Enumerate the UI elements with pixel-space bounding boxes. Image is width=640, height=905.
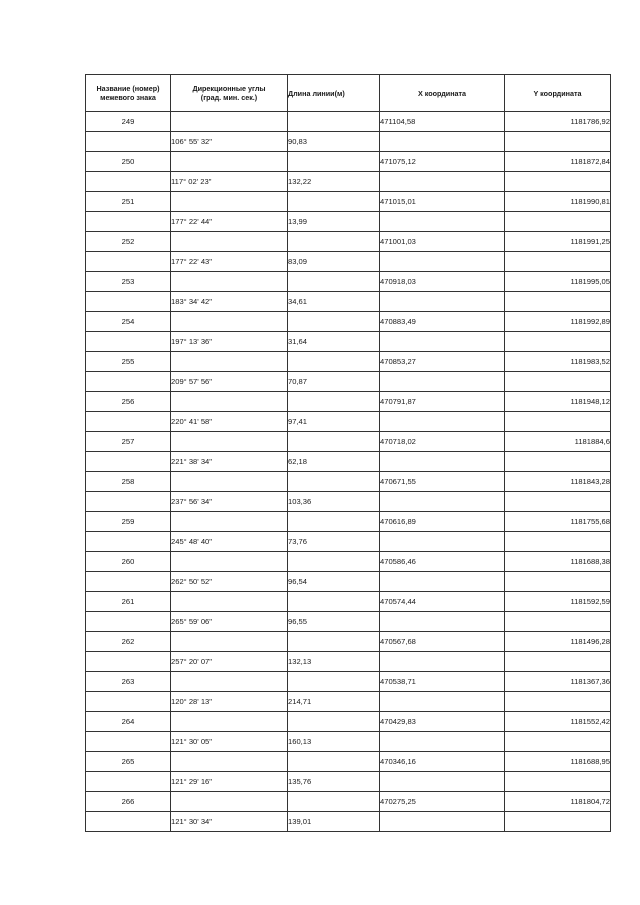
table-row xyxy=(86,232,611,252)
marker-name-cell: 257 xyxy=(86,432,171,452)
marker-name-cell: 263 xyxy=(86,672,171,692)
x-coordinate-cell xyxy=(380,372,505,392)
line-length-cell xyxy=(288,472,380,492)
marker-name-cell xyxy=(86,292,171,312)
x-coordinate-cell xyxy=(380,132,505,152)
direction-angle-cell: 220° 41' 58" xyxy=(171,412,288,432)
table-row xyxy=(86,352,611,372)
y-coordinate-cell xyxy=(505,492,611,512)
marker-name-cell xyxy=(86,532,171,552)
y-coordinate-cell xyxy=(505,532,611,552)
marker-name-cell: 255 xyxy=(86,352,171,372)
y-coordinate-cell xyxy=(505,252,611,272)
line-length-cell xyxy=(288,272,380,292)
header-marker-name-line1: Название (номер) xyxy=(96,84,160,93)
x-coordinate-cell: 471104,58 xyxy=(380,112,505,132)
direction-angle-cell xyxy=(171,432,288,452)
x-coordinate-cell: 470718,02 xyxy=(380,432,505,452)
direction-angle-cell: 106° 55' 32" xyxy=(171,132,288,152)
marker-name-cell: 249 xyxy=(86,112,171,132)
marker-name-cell xyxy=(86,572,171,592)
line-length-cell xyxy=(288,632,380,652)
line-length-cell: 132,22 xyxy=(288,172,380,192)
table-row xyxy=(86,552,611,572)
direction-angle-cell xyxy=(171,352,288,372)
marker-name-cell: 266 xyxy=(86,792,171,812)
x-coordinate-cell xyxy=(380,532,505,552)
table-row xyxy=(86,792,611,812)
marker-name-cell: 250 xyxy=(86,152,171,172)
y-coordinate-cell: 1181755,68 xyxy=(505,512,611,532)
header-marker-name xyxy=(86,75,171,112)
direction-angle-cell xyxy=(171,712,288,732)
direction-angle-cell: 183° 34' 42" xyxy=(171,292,288,312)
x-coordinate-cell xyxy=(380,812,505,832)
direction-angle-cell: 121° 30' 05" xyxy=(171,732,288,752)
table-row xyxy=(86,532,611,552)
line-length-cell xyxy=(288,112,380,132)
header-direction-angle-line2: (град. мин. сек.) xyxy=(200,93,258,102)
table-row xyxy=(86,272,611,292)
table-row xyxy=(86,432,611,452)
direction-angle-cell xyxy=(171,792,288,812)
table-row xyxy=(86,192,611,212)
table-row xyxy=(86,492,611,512)
x-coordinate-cell: 470429,83 xyxy=(380,712,505,732)
line-length-cell: 83,09 xyxy=(288,252,380,272)
table-row xyxy=(86,252,611,272)
direction-angle-cell xyxy=(171,152,288,172)
marker-name-cell xyxy=(86,692,171,712)
line-length-cell xyxy=(288,312,380,332)
line-length-cell: 139,01 xyxy=(288,812,380,832)
direction-angle-cell: 177° 22' 43" xyxy=(171,252,288,272)
table-body xyxy=(86,112,611,832)
table-row xyxy=(86,752,611,772)
marker-name-cell xyxy=(86,212,171,232)
line-length-cell: 73,76 xyxy=(288,532,380,552)
direction-angle-cell xyxy=(171,592,288,612)
table-row xyxy=(86,712,611,732)
marker-name-cell: 265 xyxy=(86,752,171,772)
y-coordinate-cell: 1181948,12 xyxy=(505,392,611,412)
line-length-cell xyxy=(288,352,380,372)
y-coordinate-cell: 1181843,28 xyxy=(505,472,611,492)
y-coordinate-cell xyxy=(505,772,611,792)
direction-angle-cell: 121° 29' 16" xyxy=(171,772,288,792)
y-coordinate-cell: 1181786,92 xyxy=(505,112,611,132)
header-direction-angle-line1: Дирекционные углы xyxy=(192,84,266,93)
y-coordinate-cell: 1181992,89 xyxy=(505,312,611,332)
x-coordinate-cell xyxy=(380,252,505,272)
marker-name-cell: 253 xyxy=(86,272,171,292)
direction-angle-cell xyxy=(171,552,288,572)
direction-angle-cell: 257° 20' 07" xyxy=(171,652,288,672)
marker-name-cell xyxy=(86,132,171,152)
x-coordinate-cell xyxy=(380,332,505,352)
marker-name-cell xyxy=(86,492,171,512)
x-coordinate-cell: 470918,03 xyxy=(380,272,505,292)
line-length-cell: 96,54 xyxy=(288,572,380,592)
x-coordinate-cell xyxy=(380,612,505,632)
table-row xyxy=(86,112,611,132)
y-coordinate-cell xyxy=(505,572,611,592)
direction-angle-cell xyxy=(171,312,288,332)
marker-name-cell: 251 xyxy=(86,192,171,212)
x-coordinate-cell xyxy=(380,452,505,472)
marker-name-cell xyxy=(86,372,171,392)
line-length-cell: 96,55 xyxy=(288,612,380,632)
y-coordinate-cell: 1181995,05 xyxy=(505,272,611,292)
table-row xyxy=(86,452,611,472)
x-coordinate-cell xyxy=(380,732,505,752)
x-coordinate-cell xyxy=(380,692,505,712)
direction-angle-cell: 265° 59' 06" xyxy=(171,612,288,632)
x-coordinate-cell xyxy=(380,772,505,792)
marker-name-cell: 260 xyxy=(86,552,171,572)
y-coordinate-cell xyxy=(505,812,611,832)
table-row xyxy=(86,392,611,412)
x-coordinate-cell xyxy=(380,172,505,192)
line-length-cell: 132,13 xyxy=(288,652,380,672)
y-coordinate-cell xyxy=(505,172,611,192)
x-coordinate-cell: 470883,49 xyxy=(380,312,505,332)
line-length-cell: 160,13 xyxy=(288,732,380,752)
table-row xyxy=(86,612,611,632)
marker-name-cell: 254 xyxy=(86,312,171,332)
line-length-cell xyxy=(288,752,380,772)
header-marker-name-line2: межевого знака xyxy=(100,93,156,102)
direction-angle-cell: 117° 02' 23" xyxy=(171,172,288,192)
y-coordinate-cell xyxy=(505,212,611,232)
y-coordinate-cell: 1181991,25 xyxy=(505,232,611,252)
marker-name-cell xyxy=(86,252,171,272)
line-length-cell: 13,99 xyxy=(288,212,380,232)
table-row xyxy=(86,732,611,752)
table-row xyxy=(86,312,611,332)
line-length-cell xyxy=(288,432,380,452)
line-length-cell xyxy=(288,392,380,412)
y-coordinate-cell: 1181688,38 xyxy=(505,552,611,572)
x-coordinate-cell: 470586,46 xyxy=(380,552,505,572)
marker-name-cell xyxy=(86,652,171,672)
direction-angle-cell xyxy=(171,272,288,292)
line-length-cell: 90,83 xyxy=(288,132,380,152)
direction-angle-cell xyxy=(171,192,288,212)
x-coordinate-cell: 470346,16 xyxy=(380,752,505,772)
direction-angle-cell: 197° 13' 36" xyxy=(171,332,288,352)
line-length-cell xyxy=(288,192,380,212)
line-length-cell: 214,71 xyxy=(288,692,380,712)
table-row xyxy=(86,152,611,172)
table-row xyxy=(86,332,611,352)
table-row xyxy=(86,672,611,692)
marker-name-cell xyxy=(86,612,171,632)
marker-name-cell: 262 xyxy=(86,632,171,652)
marker-name-cell xyxy=(86,332,171,352)
table-row xyxy=(86,652,611,672)
y-coordinate-cell xyxy=(505,612,611,632)
boundary-coordinates-table xyxy=(85,74,611,832)
line-length-cell: 97,41 xyxy=(288,412,380,432)
y-coordinate-cell xyxy=(505,132,611,152)
x-coordinate-cell xyxy=(380,412,505,432)
direction-angle-cell xyxy=(171,232,288,252)
table-row xyxy=(86,772,611,792)
y-coordinate-cell xyxy=(505,412,611,432)
line-length-cell xyxy=(288,672,380,692)
header-x-coordinate: X координата xyxy=(380,75,505,112)
direction-angle-cell: 177° 22' 44" xyxy=(171,212,288,232)
y-coordinate-cell: 1181688,95 xyxy=(505,752,611,772)
line-length-cell xyxy=(288,592,380,612)
line-length-cell: 135,76 xyxy=(288,772,380,792)
y-coordinate-cell xyxy=(505,332,611,352)
marker-name-cell: 258 xyxy=(86,472,171,492)
y-coordinate-cell: 1181983,52 xyxy=(505,352,611,372)
line-length-cell xyxy=(288,232,380,252)
direction-angle-cell: 121° 30' 34" xyxy=(171,812,288,832)
direction-angle-cell xyxy=(171,632,288,652)
line-length-cell: 70,87 xyxy=(288,372,380,392)
x-coordinate-cell: 470538,71 xyxy=(380,672,505,692)
header-line-length: Длина линии(м) xyxy=(288,75,380,112)
line-length-cell: 103,36 xyxy=(288,492,380,512)
y-coordinate-cell: 1181884,6 xyxy=(505,432,611,452)
direction-angle-cell xyxy=(171,752,288,772)
y-coordinate-cell xyxy=(505,732,611,752)
table-row xyxy=(86,512,611,532)
direction-angle-cell: 237° 56' 34" xyxy=(171,492,288,512)
x-coordinate-cell: 471001,03 xyxy=(380,232,505,252)
line-length-cell xyxy=(288,552,380,572)
x-coordinate-cell: 470671,55 xyxy=(380,472,505,492)
table-row xyxy=(86,372,611,392)
line-length-cell: 34,61 xyxy=(288,292,380,312)
x-coordinate-cell xyxy=(380,492,505,512)
line-length-cell xyxy=(288,712,380,732)
direction-angle-cell: 209° 57' 56" xyxy=(171,372,288,392)
y-coordinate-cell: 1181804,72 xyxy=(505,792,611,812)
y-coordinate-cell: 1181872,84 xyxy=(505,152,611,172)
x-coordinate-cell xyxy=(380,292,505,312)
y-coordinate-cell: 1181367,36 xyxy=(505,672,611,692)
x-coordinate-cell: 470567,68 xyxy=(380,632,505,652)
line-length-cell: 62,18 xyxy=(288,452,380,472)
table-row xyxy=(86,592,611,612)
x-coordinate-cell xyxy=(380,652,505,672)
direction-angle-cell xyxy=(171,112,288,132)
direction-angle-cell xyxy=(171,672,288,692)
line-length-cell xyxy=(288,152,380,172)
direction-angle-cell: 221° 38' 34" xyxy=(171,452,288,472)
y-coordinate-cell: 1181990,81 xyxy=(505,192,611,212)
marker-name-cell xyxy=(86,412,171,432)
y-coordinate-cell xyxy=(505,372,611,392)
table-row xyxy=(86,632,611,652)
y-coordinate-cell xyxy=(505,692,611,712)
y-coordinate-cell: 1181552,42 xyxy=(505,712,611,732)
x-coordinate-cell: 471075,12 xyxy=(380,152,505,172)
table-row xyxy=(86,572,611,592)
x-coordinate-cell: 470275,25 xyxy=(380,792,505,812)
x-coordinate-cell xyxy=(380,572,505,592)
y-coordinate-cell xyxy=(505,292,611,312)
marker-name-cell xyxy=(86,172,171,192)
direction-angle-cell: 120° 28' 13" xyxy=(171,692,288,712)
marker-name-cell: 252 xyxy=(86,232,171,252)
direction-angle-cell xyxy=(171,392,288,412)
direction-angle-cell xyxy=(171,512,288,532)
y-coordinate-cell: 1181496,28 xyxy=(505,632,611,652)
table-row xyxy=(86,212,611,232)
marker-name-cell: 256 xyxy=(86,392,171,412)
line-length-cell xyxy=(288,512,380,532)
x-coordinate-cell: 470791,87 xyxy=(380,392,505,412)
marker-name-cell: 261 xyxy=(86,592,171,612)
direction-angle-cell xyxy=(171,472,288,492)
x-coordinate-cell: 470616,89 xyxy=(380,512,505,532)
table-row xyxy=(86,472,611,492)
marker-name-cell: 259 xyxy=(86,512,171,532)
header-direction-angle xyxy=(171,75,288,112)
line-length-cell: 31,64 xyxy=(288,332,380,352)
direction-angle-cell: 245° 48' 40" xyxy=(171,532,288,552)
table-row xyxy=(86,292,611,312)
marker-name-cell: 264 xyxy=(86,712,171,732)
marker-name-cell xyxy=(86,732,171,752)
line-length-cell xyxy=(288,792,380,812)
marker-name-cell xyxy=(86,772,171,792)
direction-angle-cell: 262° 50' 52" xyxy=(171,572,288,592)
x-coordinate-cell: 470853,27 xyxy=(380,352,505,372)
x-coordinate-cell: 471015,01 xyxy=(380,192,505,212)
table-row xyxy=(86,172,611,192)
table-row xyxy=(86,132,611,152)
table-row xyxy=(86,692,611,712)
header-row xyxy=(86,75,611,112)
table-row xyxy=(86,812,611,832)
marker-name-cell xyxy=(86,812,171,832)
header-y-coordinate: Y координата xyxy=(505,75,611,112)
marker-name-cell xyxy=(86,452,171,472)
y-coordinate-cell xyxy=(505,652,611,672)
table-row xyxy=(86,412,611,432)
y-coordinate-cell: 1181592,59 xyxy=(505,592,611,612)
y-coordinate-cell xyxy=(505,452,611,472)
x-coordinate-cell: 470574,44 xyxy=(380,592,505,612)
x-coordinate-cell xyxy=(380,212,505,232)
table-header xyxy=(86,75,611,112)
